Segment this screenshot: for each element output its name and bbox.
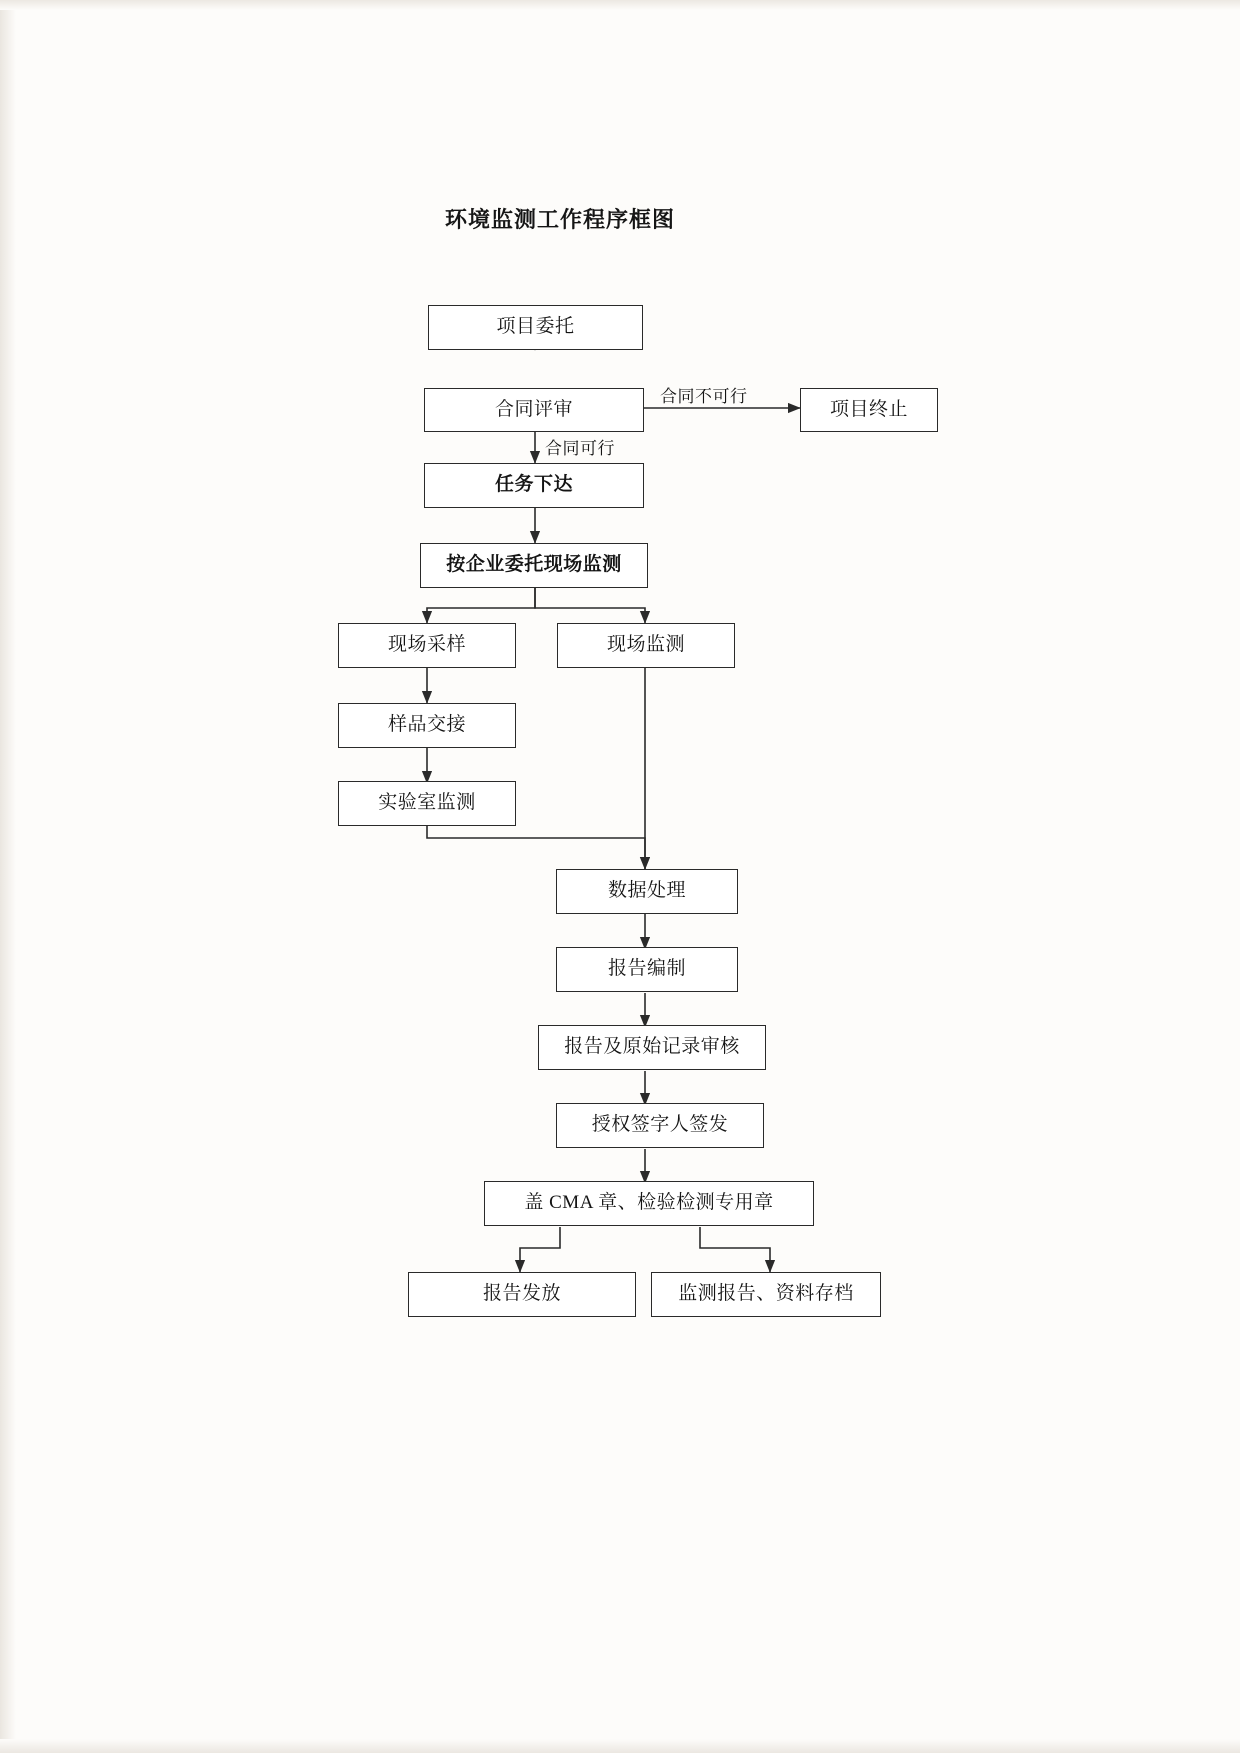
node-authorized-signatory-issue[interactable]: [556, 1103, 764, 1148]
node-label: 合同评审: [494, 398, 573, 420]
node-laboratory-monitoring[interactable]: [338, 781, 516, 826]
node-project-terminated[interactable]: [800, 388, 938, 432]
node-report-preparation[interactable]: [556, 947, 738, 992]
node-task-assignment[interactable]: [424, 463, 644, 508]
node-report-and-data-archiving[interactable]: [651, 1272, 881, 1317]
node-label: 项目委托: [496, 316, 575, 338]
node-label: 现场监测: [606, 634, 685, 656]
node-label: 任务下达: [494, 474, 573, 496]
scan-margin-marks: [1188, 680, 1212, 920]
node-report-and-raw-record-review[interactable]: [538, 1025, 766, 1070]
node-label: 报告及原始记录审核: [564, 1036, 740, 1058]
node-stamp-cma-and-testing-seal[interactable]: [484, 1181, 814, 1226]
node-label: 按企业委托现场监测: [446, 554, 622, 576]
node-label: 报告编制: [607, 958, 686, 980]
node-label: 授权签字人签发: [591, 1114, 729, 1136]
node-label: 实验室监测: [378, 792, 476, 814]
node-label: 盖 CMA 章、检验检测专用章: [524, 1192, 774, 1214]
node-sample-handover[interactable]: [338, 703, 516, 748]
node-label: 项目终止: [829, 398, 908, 420]
node-report-delivery[interactable]: [408, 1272, 636, 1317]
node-label: 现场采样: [387, 634, 466, 656]
node-label: 监测报告、资料存档: [678, 1283, 854, 1305]
node-label: 样品交接: [387, 714, 466, 736]
edge-label-contract-not-feasible: 合同不可行: [660, 387, 748, 406]
node-field-sampling[interactable]: [338, 623, 516, 668]
edge-label-contract-feasible: 合同可行: [545, 439, 615, 458]
node-label: 报告发放: [482, 1283, 561, 1305]
node-project-commission[interactable]: [428, 305, 643, 350]
node-contract-review[interactable]: [424, 388, 644, 432]
node-onsite-monitoring-by-request[interactable]: [420, 543, 648, 588]
node-data-processing[interactable]: [556, 869, 738, 914]
page-title: 环境监测工作程序框图: [444, 207, 675, 232]
node-field-monitoring[interactable]: [557, 623, 735, 668]
node-label: 数据处理: [607, 880, 686, 902]
